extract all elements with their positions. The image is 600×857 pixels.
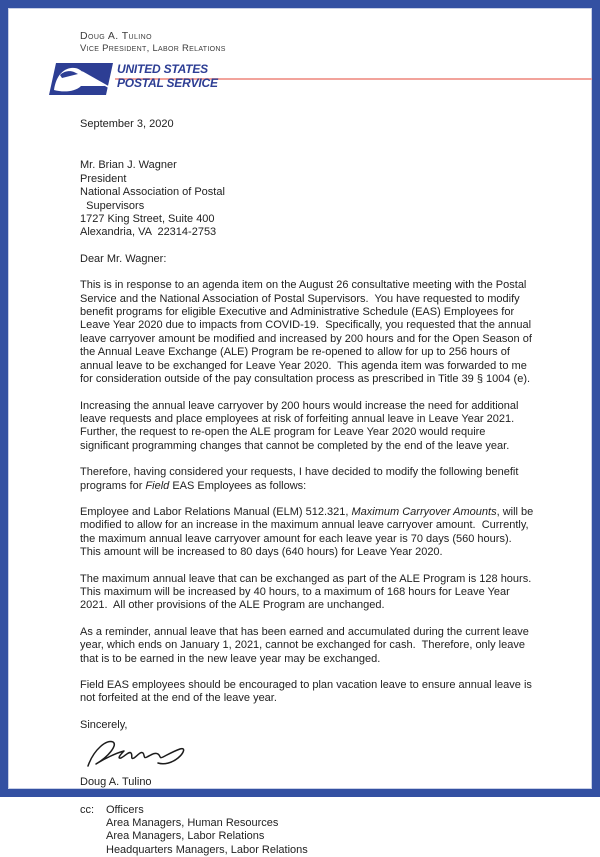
paragraph-text: Increasing the annual leave carryover by 200 hours would increase the need for additional leave requests and place employees at risk of forfeiting annual leave in Leave Year 2021. Further, the request to re-open the ALE program for Leave Year 2020 would require significant programming changes that cannot be completed by the end of the leave year. bbox=[80, 399, 522, 452]
recipient-line: National Association of Postal bbox=[80, 186, 225, 199]
sender-block bbox=[80, 29, 226, 55]
usps-wordmark-line1: UNITED STATES bbox=[117, 62, 208, 76]
signature-name: Doug A. Tulino bbox=[80, 776, 152, 789]
paragraph-text: The maximum annual leave that can be exchanged as part of the ALE Program is 128 hours. This maximum will be increased by 40 hours, to a maximum of 168 hours for Leave Year 2021. All other provisions of the ALE Program are unchanged. bbox=[80, 572, 538, 612]
paragraph-7 bbox=[80, 679, 536, 706]
sender-name: Doug A. Tulino bbox=[80, 30, 152, 42]
recipient-line: 1727 King Street, Suite 400 bbox=[80, 213, 215, 226]
cc-items bbox=[106, 804, 308, 857]
paragraph-1 bbox=[80, 279, 536, 386]
paragraph-4 bbox=[80, 506, 536, 560]
cc-block bbox=[80, 804, 536, 857]
paragraph-2 bbox=[80, 400, 536, 454]
sender-title: Vice President, Labor Relations bbox=[80, 43, 226, 54]
italic-term-maximum-carryover-amounts: Maximum Carryover Amounts bbox=[351, 505, 497, 518]
recipient-line: Supervisors bbox=[80, 199, 145, 212]
letter-body bbox=[80, 118, 536, 857]
paragraph-text: Employee and Labor Relations Manual (ELM) 512.321, bbox=[80, 505, 352, 518]
recipient-line: President bbox=[80, 172, 127, 185]
paragraph-text: , will be modified to allow for an increase in the maximum annual leave carryover amount. Currently, the maximum annual leave carryover amount for each leave year is 70 days (560 hours). This amount will be increased to 80 days (640 hours) for Leave Year 2020. bbox=[80, 505, 537, 559]
paragraph-3 bbox=[80, 466, 536, 493]
cc-item: Area Managers, Labor Relations bbox=[106, 830, 265, 843]
usps-sonic-eagle-icon bbox=[48, 62, 114, 96]
signature-image bbox=[80, 734, 205, 776]
cc-label: cc: bbox=[80, 803, 95, 816]
recipient-line: Mr. Brian J. Wagner bbox=[80, 159, 177, 172]
cc-item: Area Managers, Human Resources bbox=[106, 817, 279, 830]
letter-date: September 3, 2020 bbox=[80, 118, 174, 130]
closing: Sincerely, bbox=[80, 718, 128, 731]
usps-wordmark bbox=[117, 63, 218, 90]
paragraph-text: EAS Employees as follows: bbox=[169, 479, 307, 492]
paragraph-text: As a reminder, annual leave that has been earned and accumulated during the current leave year, which ends on January 1, 2021, cannot be exchanged for cash. Therefore, only leave that is to be earned in the new leave year may be exchanged. bbox=[80, 625, 532, 665]
recipient-line: Alexandria, VA 22314-2753 bbox=[80, 226, 217, 239]
italic-term-field: Field bbox=[145, 479, 170, 492]
paragraph-text: Field EAS employees should be encouraged to plan vacation leave to ensure annual leave is not forfeited at the end of the leave year. bbox=[80, 679, 535, 705]
usps-wordmark-line2: POSTAL SERVICE bbox=[117, 75, 218, 90]
paragraph-6 bbox=[80, 626, 536, 666]
paragraph-text: Therefore, having considered your requests, I have decided to modify the following benefit programs for bbox=[80, 466, 522, 492]
paragraph-5 bbox=[80, 573, 536, 613]
recipient-address bbox=[80, 159, 536, 239]
cc-item: Headquarters Managers, Labor Relations bbox=[106, 843, 308, 856]
salutation: Dear Mr. Wagner: bbox=[80, 252, 167, 265]
paragraph-text: This is in response to an agenda item on the August 26 consultative meeting with the Postal Service and the National Association of Postal Supervisors. You have requested to modify benefit programs for eligible Executive and Administrative Schedule (EAS) Employees for Leave Year 2020 due to impacts from COVID-19. Specifically, you requested that the annual leave carryover amount be modified and increased by 200 hours and for the Open Season of the Annual Leave Exchange (ALE) Program be re-opened to allow for up to 256 hours of annual leave to be exchanged for Leave Year 2020. This agenda item was forwarded to me for consideration outside of the pay consultation process as prescribed in Title 39 § 1004 (e). bbox=[80, 279, 535, 386]
cc-item: Officers bbox=[106, 803, 144, 816]
